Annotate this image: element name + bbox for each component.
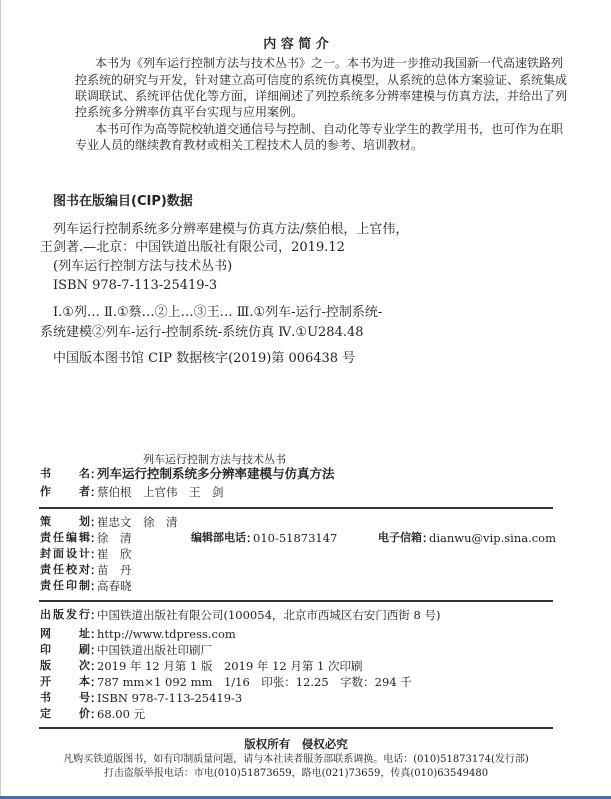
summary-line: 控系统多分辨率仿真平台实现与应用案例。 <box>75 105 304 119</box>
editor-row <box>40 531 556 545</box>
footer-service-line: 凡购买铁道版图书，如有印制质量问题，请与本社读者服务部联系调换。电话：(010)51873174(发行部) <box>63 754 529 765</box>
summary-line: 本书可作为高等院校轨道交通信号与控制、自动化等专业学生的教学用书，也可作为在职 <box>95 122 564 136</box>
page-border <box>0 0 1 799</box>
cover-value: 崔 欣 <box>97 547 132 561</box>
planning-label: 策划 <box>40 515 90 528</box>
printer-row <box>40 643 212 657</box>
editor-value: 徐 清 <box>97 531 132 545</box>
footer-piracy-line: 打击盗版举报电话：市电(010)51873659，路电(021)73659，传真(010)63549480 <box>103 768 489 779</box>
author-row <box>40 485 224 499</box>
publisher-value: 中国铁道出版社有限公司(100054，北京市西城区右安门西街 8 号) <box>97 608 441 622</box>
cip-line: Ⅰ.①列… Ⅱ.①蔡…②上…③王… Ⅲ.①列车-运行-控制系统- <box>53 305 383 320</box>
website-link[interactable]: http://www.tdpress.com <box>97 627 236 641</box>
summary-line: 联调联试、系统评估优化等方面，详细阐述了列控系统多分辨率建模与仿真方法，并给出了列 <box>75 89 568 103</box>
isbn-label: 书号 <box>40 691 90 704</box>
planning-row <box>40 515 178 529</box>
proof-row <box>40 563 132 577</box>
phone-value: 010-51873147 <box>253 531 338 545</box>
edition-label: 版次 <box>40 659 90 672</box>
print-row <box>40 579 132 593</box>
summary-line: 专业人员的继续教育教材或相关工程技术人员的参考、培训教材。 <box>75 138 424 152</box>
copyright-notice: 版权所有 侵权必究 <box>244 737 348 751</box>
print-label: 责任印制 <box>40 579 90 592</box>
website-row <box>40 627 236 641</box>
edition-value: 2019 年 12 月第 1 版 2019 年 12 月第 1 次印刷 <box>97 659 363 673</box>
cip-number: 中国版本图书馆 CIP 数据核字(2019)第 006438 号 <box>53 351 356 366</box>
proof-value: 苗 丹 <box>97 563 132 577</box>
price-label: 定价 <box>40 707 90 720</box>
cip-line: 系统建模②列车-运行-控制系统-系统仿真 Ⅳ.①U284.48 <box>40 325 364 340</box>
book-name-label: 书名 <box>40 467 90 480</box>
summary-line: 控系统的研究与开发，针对建立高可信度的系统仿真模型，从系统的总体方案验证、系统集成 <box>75 73 568 87</box>
format-label: 开本 <box>40 675 90 688</box>
author-label: 作者 <box>40 485 90 498</box>
book-series: 列车运行控制方法与技术丛书 <box>143 453 286 466</box>
cip-line: (列车运行控制方法与技术丛书) <box>53 259 233 274</box>
printer-value: 中国铁道出版社印刷厂 <box>97 643 212 657</box>
price-value: 68.00 元 <box>97 707 146 721</box>
cover-label: 封面设计 <box>40 547 90 560</box>
edition-row <box>40 659 363 673</box>
cover-row <box>40 547 132 561</box>
divider <box>39 507 553 509</box>
book-name-row <box>40 467 335 481</box>
summary-line: 本书为《列车运行控制方法与技术丛书》之一。本书为进一步推动我国新一代高速铁路列 <box>95 56 564 70</box>
divider <box>39 600 553 602</box>
book-title: 列车运行控制系统多分辨率建模与仿真方法 <box>97 466 335 481</box>
editor-label: 责任编辑 <box>40 531 90 544</box>
email-label: 电子信箱 <box>378 531 422 544</box>
cip-heading: 图书在版编目(CIP)数据 <box>53 194 193 209</box>
isbn-row <box>40 691 242 705</box>
planning-value: 崔忠文 徐 清 <box>97 515 178 529</box>
format-row <box>40 675 412 689</box>
price-row <box>40 707 145 721</box>
phone-label: 编辑部电话 <box>191 531 246 544</box>
cip-isbn: ISBN 978-7-113-25419-3 <box>53 278 218 293</box>
summary-title: 内 容 简 介 <box>263 37 329 52</box>
publisher-label: 出版发行 <box>40 608 90 621</box>
publisher-row <box>40 608 441 622</box>
cip-line: 王剑著.—北京：中国铁道出版社有限公司，2019.12 <box>40 240 345 255</box>
proof-label: 责任校对 <box>40 563 90 576</box>
isbn-value: ISBN 978-7-113-25419-3 <box>97 691 243 705</box>
printer-label: 印刷 <box>40 643 90 656</box>
print-value: 高春晓 <box>97 579 132 593</box>
format-value: 787 mm×1 092 mm 1/16 印张：12.25 字数：294 千 <box>97 675 412 689</box>
divider <box>39 727 553 729</box>
authors: 蔡伯根 上官伟 王 剑 <box>97 485 224 499</box>
email-value: dianwu@vip.sina.com <box>429 531 557 545</box>
website-label: 网址 <box>40 627 90 640</box>
cip-line: 列车运行控制系统多分辨率建模与仿真方法/蔡伯根，上官伟， <box>53 222 409 237</box>
